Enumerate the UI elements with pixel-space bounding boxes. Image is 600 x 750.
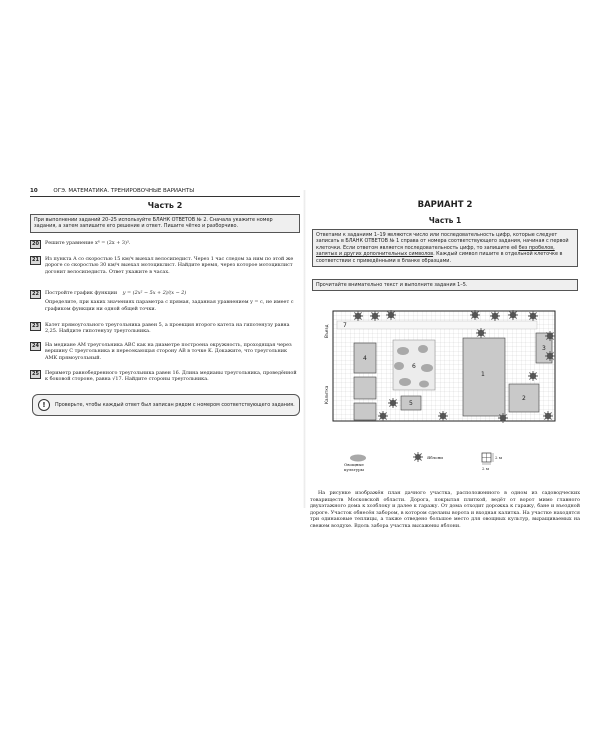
- instructions-text-end: . Каждый символ пишите в отдельной клеточке в соответствии с приведёнными в бланке образцами.: [316, 251, 563, 264]
- instructions-text: Ответами к заданиям 1–19 являются число или последовательность цифр, которые следует записать в БЛАНК ОТВЕТОВ № 1 справа от номера соответствующего задания, начиная с первой клеточки. Если ответом является последовательность цифр, то запишите её: [316, 232, 569, 251]
- instructions-underlined: без пробелов, запятых и других дополнительных символов: [316, 244, 555, 258]
- task-number: 21: [30, 256, 41, 265]
- tiled-road: [337, 321, 537, 329]
- part-2-instructions: При выполнении заданий 20–25 используйте БЛАНК ОТВЕТОВ № 2. Сначала укажите номер задания, а затем запишите его решение и ответ. Пишите чётко и разборчиво.: [30, 214, 300, 233]
- task-22-body: [45, 290, 300, 312]
- task-number: 24: [30, 342, 41, 351]
- page-number: 10: [30, 188, 38, 194]
- building-label-3: 3: [542, 345, 546, 352]
- task-number: 22: [30, 290, 41, 299]
- task-text: Решите уравнение x⁶ = (2x + 3)³.: [45, 240, 131, 246]
- building-label-2: 2: [522, 395, 526, 402]
- apple-tree-swatch: [413, 452, 423, 462]
- entrance-label: Въезд: [324, 324, 329, 338]
- plan-description: На рисунке изображён план дачного участка, расположенного в одном из садоводческих товариществ Московской области. Дорога, покрытая плиткой, ведёт от ворот мимо главного двухэтажного дома к хозблоку и далее к гаражу. От дома отходит дорожка к гаражу, бане и въездной дороге. Участок обнесён забором, в котором сделаны ворота и входная калитка. На участке находятся три одинаковые теплицы, а также отведено большое место для овощных культур, выращиваемых на свежем воздухе. Вдоль забора участка высажены яблони.: [310, 490, 580, 529]
- task-text: Катет прямоугольного треугольника равен 5, а проекция второго катета на гипотенузу равна 2,25. Найдите гипотенузу треугольника.: [45, 322, 290, 335]
- building-label-7: 7: [343, 322, 347, 329]
- site-plan: [323, 306, 565, 426]
- check-answers-note: [32, 394, 300, 416]
- plan-legend: [310, 452, 580, 476]
- task-25: [30, 370, 300, 383]
- task-text: Из пункта A со скоростью 15 км/ч выехал велосипедист. Через 1 час следом за ним по этой же дороге со скоростью 30 км/ч выехал мотоциклист. Найдите время, через которое мотоциклист догонит велосипедиста. Ответ укажите в часах.: [45, 256, 294, 275]
- left-page: [30, 188, 300, 508]
- task-20: [30, 240, 300, 249]
- gate-label: Калитка: [324, 385, 329, 404]
- part-2-title: Часть 2: [147, 201, 183, 210]
- grid-scale-icon: [482, 453, 493, 464]
- part-1-title: Часть 1: [428, 216, 462, 225]
- vegetables-legend-label: Овощные культуры: [344, 462, 364, 472]
- task-number: 25: [30, 370, 41, 379]
- building-label-4: 4: [363, 355, 367, 362]
- task-number: 23: [30, 322, 41, 331]
- task-text: Постройте график функции: [45, 290, 118, 296]
- task-23: [30, 322, 300, 335]
- task-text: На медиане AM треугольника ABC как на диаметре построена окружность, проходящая через вершину C треугольника и пересекающая сторону AB в точке K. Докажите, что треугольник AMK прямоугольный.: [45, 342, 292, 361]
- apple-trees-legend-label: Яблони: [427, 455, 443, 460]
- read-prompt-box: Прочитайте внимательно текст и выполните задания 1–5.: [312, 279, 578, 291]
- part-1-instructions: [312, 229, 578, 267]
- grid-height-label: 2 м: [495, 455, 502, 460]
- greenhouse-a: [354, 377, 376, 399]
- building-label-5: 5: [409, 400, 413, 407]
- task-text-continued: Определите, при каких значениях параметра c прямая, заданная уравнением y = c, не имеет с графиком функции ни одной общей точки.: [45, 299, 294, 312]
- task-22: [30, 290, 300, 312]
- header-title: ОГЭ. МАТЕМАТИКА. ТРЕНИРОВОЧНЫЕ ВАРИАНТЫ: [53, 188, 195, 194]
- grid-width-label: 2 м: [482, 466, 489, 471]
- right-page: [310, 188, 580, 529]
- running-header: [30, 188, 300, 197]
- task-24: [30, 342, 300, 361]
- book-spine: [303, 190, 306, 508]
- check-note-text: Проверьте, чтобы каждый ответ был записан рядом с номером соответствующего задания.: [55, 401, 295, 408]
- building-label-1: 1: [481, 371, 485, 378]
- vegetables-swatch: [350, 455, 366, 462]
- building-label-6: 6: [412, 363, 416, 370]
- greenhouse-b: [354, 403, 376, 420]
- task-number: 20: [30, 240, 41, 249]
- task-21: [30, 256, 300, 275]
- task-text: Периметр равнобедренного треугольника равен 16. Длина медианы треугольника, проведённой к боковой стороне, равна √17. Найдите стороны треугольника.: [45, 370, 297, 383]
- task-formula: y = (2x² − 5x + 2)/(x − 2): [122, 290, 187, 296]
- variant-title: ВАРИАНТ 2: [417, 200, 473, 210]
- exclamation-icon: !: [38, 399, 50, 411]
